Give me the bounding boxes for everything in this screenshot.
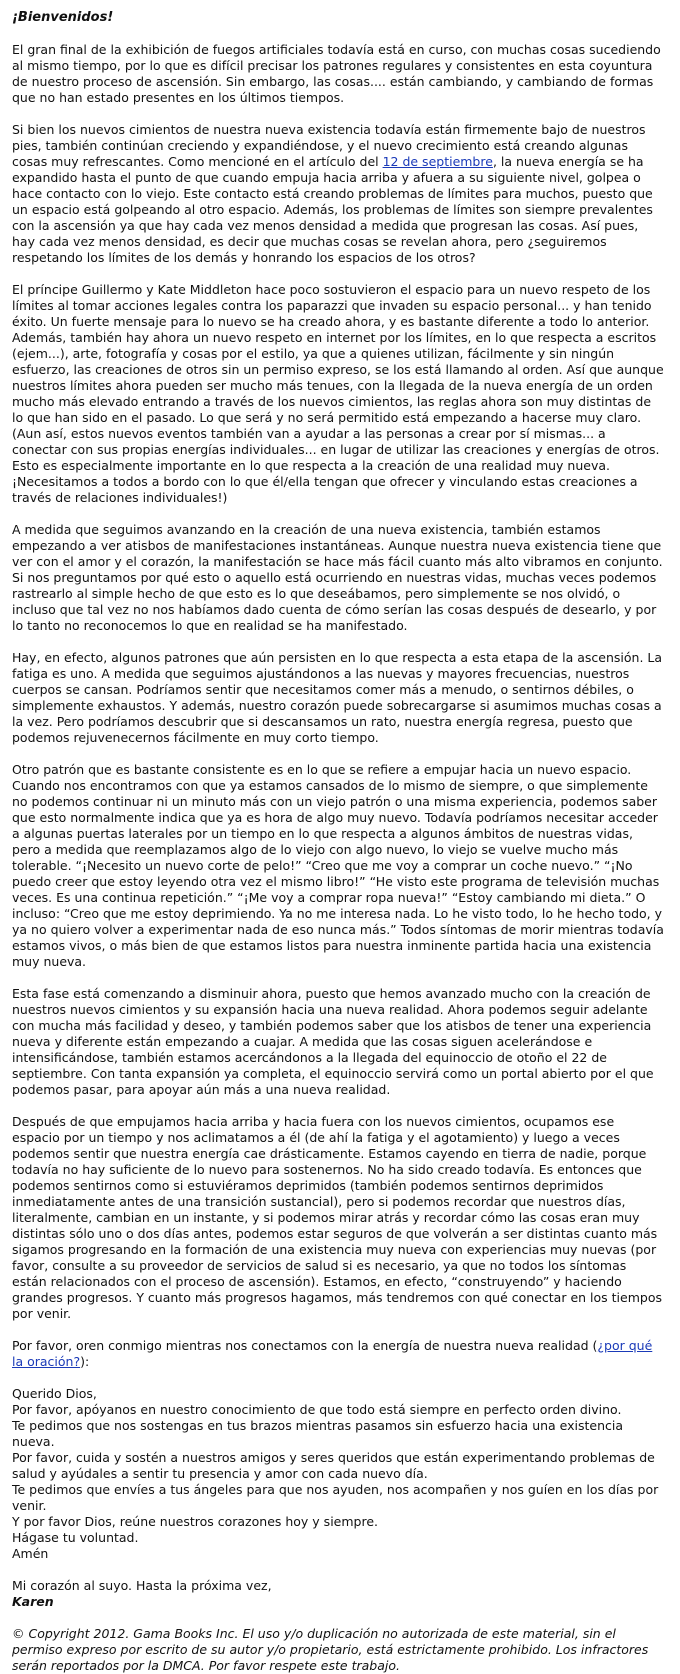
paragraph-fatigue: Hay, en efecto, algunos patrones que aún persisten en lo que respecta a esta etapa de la ascensión. La fatiga es uno. A medida que seguimos ajustándonos a las nuevas y mayores frecuencias, nuestros cuerpos se cansan. Podríamos sentir que necesitamos comer más a menudo, o sentirnos débiles, o simplemente exhaustos. Y además, nuestro corazón puede sobrecargarse si asumimos muchas cosas a la vez. Pero podríamos descubrir que si descansamos un rato, nuestra energía regresa, puesto que podemos rejuvenecernos fácilmente en muy corto tiempo.	[12, 650, 663, 745]
paragraph-text: Si bien los nuevos cimientos de nuestra nueva existencia todavía están firmemente bajo de nuestros pies, también continúan creciendo y expandiéndose, y el nuevo crecimiento está creando algunas cosas muy refrescantes. Como mencioné en el artículo del	[12, 122, 646, 169]
paragraph-progress: Después de que empujamos hacia arriba y hacia fuera con los nuevos cimientos, ocupamos ese espacio por un tiempo y nos aclimatamos a él (de ahí la fatiga y el agotamiento) y luego a veces podemos sentir que nuestra energía cae drásticamente. Estamos cayendo en tierra de nadie, porque todavía no hay suficiente de lo nuevo para sostenernos. No ha sido creado todavía. Es entonces que podemos sentirnos como si estuviéramos deprimidos (también podemos sentirnos deprimidos inmediatamente antes de una transición sustancial), pero si podemos recordar que nuestros días, literalmente, cambian en un instante, y si podemos mirar atrás y recordar cómo las cosas eran muy distintas sólo uno o dos días antes, podemos estar seguros de que volverán a ser distintas cuanto más sigamos progresando en la formación de una existencia muy nueva con experiencias muy nuevas (por favor, consulte a su proveedor de servicios de salud si es necesario, ya que no todos los síntomas están relacionados con el proceso de ascensión). Estamos, en efecto, “construyendo” y haciendo grandes progresos. Y cuanto más progresos hagamos, más tendremos con qué conectar en los tiempos por venir.	[12, 1114, 662, 1321]
paragraph-foundations	[12, 122, 664, 266]
author-signature: Karen	[12, 1594, 54, 1609]
prayer-line: Hágase tu voluntad.	[12, 1530, 139, 1545]
copyright-notice: © Copyright 2012. Gama Books Inc. El uso y/o duplicación no autorizada de este material, sin el permiso expreso por escrito de su autor y/o propietario, está estrictamente prohibido. Los infractores serán reportados por la DMCA. Por favor respete este trabajo.	[12, 1626, 649, 1673]
prayer-block	[12, 1386, 664, 1562]
why-prayer-link[interactable]: ¿por qué la oración?	[12, 1338, 653, 1369]
paragraph-new-space: Otro patrón que es bastante consistente es en lo que se refiere a empujar hacia un nuevo espacio. Cuando nos encontramos con que ya estamos cansados de lo mismo de siempre, o que simplemente no podemos continuar ni un minuto más con un viejo patrón o una misma experiencia, podemos saber que esto normalmente indica que ya es hora de algo muy nuevo. Todavía podríamos necesitar acceder a algunas puertas laterales por un tiempo en lo que respecta a algunos ámbitos de nuestras vidas, pero a medida que reemplazamos algo de lo viejo con algo nuevo, lo viejo se vuelve mucho más tolerable. “¡Necesito un nuevo corte de pelo!” “Creo que me voy a comprar un coche nuevo.” “¡No puedo creer que estoy leyendo otra vez el mismo libro!” “He visto este programa de televisión muchas veces. Es una continua repetición.” “¡Me voy a comprar ropa nueva!” “Estoy cambiando mi dieta.” O incluso: “Creo que me estoy deprimiendo. Ya no me interesa nada. Lo he visto todo, lo he hecho todo, y ya no quiero volver a experimentar nada de eso nunca más.” Todos síntomas de morir mientras todavía estamos vivos, o más bien de que estamos listos para nuestra inminente partida hacia una existencia muy nueva.	[12, 762, 664, 969]
prayer-line: Y por favor Dios, reúne nuestros corazones hoy y siempre.	[12, 1514, 378, 1529]
prayer-line: Te pedimos que nos sostengas en tus brazos mientras pasamos sin esfuerzo hacia una existencia nueva.	[12, 1418, 624, 1449]
closing-line: Mi corazón al suyo. Hasta la próxima vez,	[12, 1578, 272, 1593]
prayer-line: Por favor, apóyanos en nuestro conocimiento de que todo está siempre en perfecto orden divino.	[12, 1402, 622, 1417]
paragraph-text: ):	[80, 1354, 90, 1369]
prayer-line: Querido Dios,	[12, 1386, 97, 1401]
paragraph-manifestation: A medida que seguimos avanzando en la creación de una nueva existencia, también estamos empezando a ver atisbos de manifestaciones instantáneas. Aunque nuestra nueva existencia tiene que ver con el amor y el corazón, la manifestación se hace más fácil cuanto más alto vibramos en conjunto. Si nos preguntamos por qué esto o aquello está ocurriendo en nuestras vidas, muchas veces podemos rastrearlo al simple hecho de que esto es lo que deseábamos, pero simplemente se nos olvidó, o incluso que tal vez no nos habíamos dado cuenta de cómo serían las cosas después de desearlo, y por lo tanto no reconocemos lo que en realidad se ha manifestado.	[12, 522, 663, 633]
page-title: ¡Bienvenidos!	[12, 10, 114, 25]
paragraph-boundaries: El príncipe Guillermo y Kate Middleton hace poco sostuvieron el espacio para un nuevo respeto de los límites al tomar acciones legales contra los paparazzi que invaden su espacio personal... y han tenido éxito. Un fuerte mensaje para lo nuevo se ha creado ahora, y es bastante diferente a todo lo anterior. Además, también hay ahora un nuevo respeto en internet por los límites, en lo que respecta a escritos (ejem...), arte, fotografía y cosas por el estilo, ya que a quienes utilizan, fácilmente y sin ningún esfuerzo, las creaciones de otros sin un permiso expreso, se los está llamando al orden. Así que aunque nuestros límites ahora pueden ser mucho más tenues, con la llegada de la nueva energía de un orden mucho más elevado entrando a través de los nuevos cimientos, las reglas ahora son muy distintas de lo que han sido en el pasado. Lo que será y no será permitido está empezando a hacerse muy claro. (Aun así, estos nuevos eventos también van a ayudar a las personas a crear por sí mismas... a conectar con sus propias energías individuales... en lugar de utilizar las creaciones y energías de otros. Esto es especialmente importante en lo que respecta a la creación de una realidad muy nueva. ¡Necesitamos a todos a bordo con lo que él/ella tengan que ofrecer y vinculando estas creaciones a través de relaciones individuales!)	[12, 282, 664, 505]
paragraph-text: , la nueva energía se ha expandido hasta el punto de que cuando empuja hacia arriba y afuera a su siguiente nivel, golpea o hace contacto con lo viejo. Este contacto está creando problemas de límites para muchos, puesto que un espacio está golpeando al otro espacio. Además, los problemas de límites son siempre prevalentes con la ascensión ya que hay cada vez menos densidad a medida que progresan las cosas. Así pues, hay cada vez menos densidad, es decir que muchas cosas se revelan ahora, pero ¿seguiremos respetando los límites de los demás y honrando los espacios de los otros?	[12, 154, 653, 265]
closing-block	[12, 1578, 664, 1610]
paragraph-equinox: Esta fase está comenzando a disminuir ahora, puesto que hemos avanzado mucho con la creación de nuestros nuevos cimientos y su expansión hacia una nueva realidad. Ahora podemos seguir adelante con mucha más facilidad y deseo, y también podemos saber que los atisbos de tener una experiencia nueva y diferente están empezando a cuajar. A medida que las cosas siguen acelerándose e intensificándose, también estamos acercándonos a la llegada del equinoccio de otoño el 22 de septiembre. Con tanta expansión ya completa, el equinoccio servirá como un portal abierto por el que podemos pasar, para apoyar aún más a una nueva realidad.	[12, 986, 654, 1097]
prayer-line: Te pedimos que envíes a tus ángeles para que nos ayuden, nos acompañen y nos guíen en los días por venir.	[12, 1482, 659, 1513]
paragraph-intro: El gran final de la exhibición de fuegos artificiales todavía está en curso, con muchas cosas sucediendo al mismo tiempo, por lo que es difícil precisar los patrones regulares y consistentes en esta coyuntura de nuestro proceso de ascensión. Sin embargo, las cosas.... están cambiando, y cambiando de formas que no han estado presentes en los últimos tiempos.	[12, 42, 661, 105]
prayer-line: Por favor, cuida y sostén a nuestros amigos y seres queridos que están experimentando problemas de salud y ayúdales a sentir tu presencia y amor con cada nuevo día.	[12, 1450, 655, 1481]
article-link-september-12[interactable]: 12 de septiembre	[382, 154, 493, 169]
paragraph-prayer-intro	[12, 1338, 664, 1370]
paragraph-text: Por favor, oren conmigo mientras nos conectamos con la energía de nuestra nueva realidad (	[12, 1338, 598, 1353]
prayer-line: Amén	[12, 1546, 49, 1561]
